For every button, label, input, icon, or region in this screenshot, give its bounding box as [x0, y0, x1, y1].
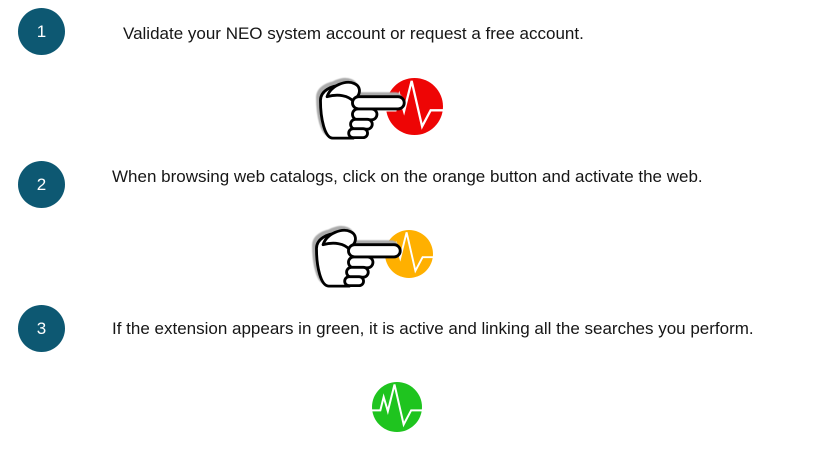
step-2-text: When browsing web catalogs, click on the orange button and activate the web.	[112, 167, 703, 186]
hand-pointer-icon	[308, 224, 404, 288]
green-button-circle	[372, 382, 422, 432]
step-3-text: If the extension appears in green, it is active and linking all the searches you perform.	[112, 319, 754, 338]
green-pulse-button-icon	[372, 382, 422, 432]
step-2-number: 2	[36, 174, 47, 194]
step-1-number: 1	[36, 21, 47, 41]
hand-index-finger	[352, 97, 404, 109]
step-2-badge	[18, 161, 65, 208]
hand-curled-finger	[345, 277, 364, 286]
hand-pointer-icon	[312, 76, 408, 140]
step-1-text: Validate your NEO system account or request a free account.	[123, 24, 584, 43]
step-3-number: 3	[36, 318, 47, 338]
step-1-badge	[18, 8, 65, 55]
hand-index-finger	[348, 245, 400, 257]
hand-curled-finger	[349, 129, 368, 138]
step-3-badge	[18, 305, 65, 352]
